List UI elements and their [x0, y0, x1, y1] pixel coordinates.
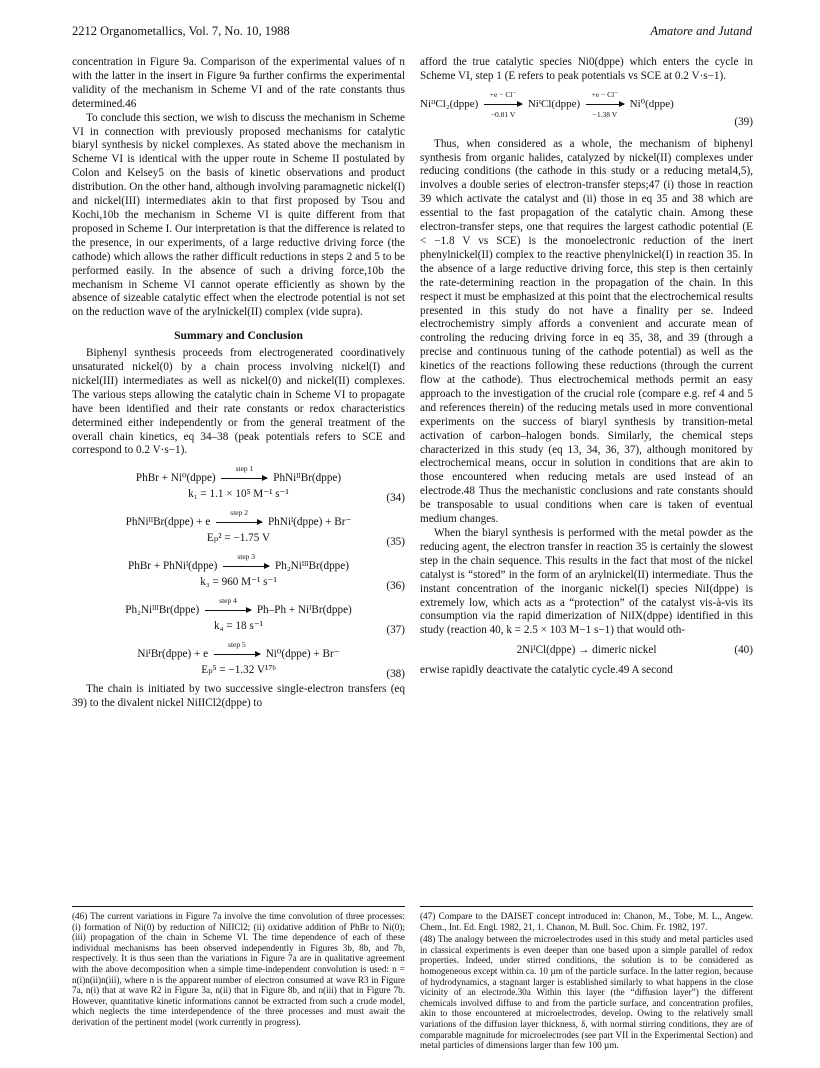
right-column	[420, 56, 753, 678]
footnote-48: (48) The analogy between the microelectrodes used in this study and metal particles used in classical experiments is even deeper than one based upon a simple parallel of redox properties. Indeed, under stirred conditions, the solution is to be considered as homogeneous except within ca. 10 µm of the particle surface. In the latter region, because of hydrodynamics, a stagnant larger is established similarly to what happens in the close vicinity of an electrode.30a Within this layer (the “diffusion layer”) the different chemicals involved diffuse to and from the particle surface, and concentration profiles, akin to those encountered at microelectrodes, develop. Owing to the relatively small variations of the diffusion layer thickness, δ, with normal stirring conditions, they are of comparable magnitude for microelectrodes (see part VII in the Experimental Section) and metal particles of dimensions larger than few 100 µm.	[420, 934, 753, 1051]
left-column	[72, 56, 405, 711]
equation-number: (35)	[386, 536, 405, 549]
eq-rhs: Ph₂NiᴵᴵᴵBr(dppe)	[274, 560, 349, 572]
reaction-arrow: step 3	[223, 560, 269, 574]
eq-lhs: Ph₂NiᴵᴵᴵBr(dppe)	[125, 603, 200, 616]
paragraph: When the biaryl synthesis is performed with the metal powder as the reducing agent, the electron transfer in reaction 35 is certainly the slowest step in the chain sequence. This results in the fact that most of the nickel catalyst is “stored” in the form of an arylnickel(II) intermediate. Thus the instant concentration of the inorganic nickel(I) species NiI(dppe) is extremely low, which acts as a “protection” of the catalyst vis-à-vis its consumption via the rapid dimerization of NiIX(dppe) identified in this study (reaction 40, k = 2.5 × 103 M−1 s−1) that would oth-	[420, 527, 753, 637]
reaction-arrow: step 2	[216, 516, 262, 530]
equation-number: (36)	[386, 580, 405, 592]
eq-constant: Eₚ² = −1.75 V	[206, 532, 271, 545]
reaction-arrow: step 4	[205, 604, 251, 618]
eq-constant: Eₚ⁵ = −1.32 V¹⁷ᵇ	[201, 663, 276, 676]
eq-lhs: PhBr + Ni⁰(dppe)	[135, 472, 216, 485]
page-header	[72, 24, 752, 42]
reaction-arrow: $\frac{+e - Cl^-}{-0.81 V}$	[484, 98, 522, 112]
equation-36	[72, 552, 405, 592]
eq-rhs: Ni⁰(dppe) + Br⁻	[265, 647, 340, 660]
eq-lhs: PhNiᴵᴵBr(dppe) + e	[125, 516, 211, 529]
reaction-arrow: $\frac{+e - Cl^-}{-1.38 V}$	[586, 98, 624, 112]
eq-constant: k₁ = 1.1 × 10⁵ M⁻¹ s⁻¹	[188, 488, 289, 501]
paragraph: afford the true catalytic species Ni0(dppe) which enters the cycle in Scheme VI, step 1 (E refers to peak potentials vs SCE at 0.2 V·s−1).	[420, 56, 753, 82]
equation-number: (37)	[386, 623, 405, 636]
equation-number: (34)	[386, 492, 405, 505]
equation-40: 2NiᴵCl(dppe) → dimeric nickel (40)	[516, 644, 753, 657]
equation-37	[72, 595, 405, 636]
running-head-right: Amatore and Jutand	[650, 24, 752, 38]
equation-number: (40)	[734, 644, 753, 657]
paragraph: concentration in Figure 9a. Comparison of the experimental values of n with the latter in the insert in Figure 9a further confirms the experimental validity of the mechanism in Scheme VI and of the rate constants thus determined.46	[72, 56, 405, 110]
running-head-left: 2212 Organometallics, Vol. 7, No. 10, 1988	[72, 24, 290, 38]
paragraph: The chain is initiated by two successive single-electron transfers (eq 39) to the divalent nickel NiIICl2(dppe) to	[72, 683, 405, 710]
equation-number: (39)	[734, 115, 753, 128]
eq-rhs: Ph–Ph + NiᴵBr(dppe)	[256, 603, 352, 616]
equation-35	[72, 508, 405, 549]
footnote-47: (47) Compare to the DAISET concept introduced in: Chanon, M., Tobe, M. L., Angew. Chem., Int. Ed. Engl. 1982, 21, 1. Chanon, M. Bull. Soc. Chim. Fr. 1982, 197.	[420, 911, 753, 932]
eq-constant: k₃ = 960 M⁻¹ s⁻¹	[200, 575, 277, 588]
eq-lhs: NiᴵBr(dppe) + e	[137, 647, 209, 660]
eq-lhs: PhBr + PhNiᴵ(dppe)	[128, 560, 218, 572]
footnote-rule	[72, 906, 405, 907]
paragraph: To conclude this section, we wish to discuss the mechanism in Scheme VI in connection with previously proposed mechanisms for catalytic biaryl synthesis by nickel complexes. As stated above the mechanism in Scheme VI is identical with the upper route in Scheme II postulated by Colon and Kelsey5 on the basis of kinetic observations and product distribution. On the other hand, although involving paramagnetic nickel(I) and nickel(III) intermediates akin to that first proposed by Tsou and Kochi,10b the mechanism in Scheme VI is quite different from that proposed in Scheme I. Our interpretation is that the difference is related to the presence, in our experiments, of a large reductive driving force (the cathode) which allows the rather difficult reductions in steps 2 and 5 to be performed easily. In the absence of such a driving force,10b the mechanism in Scheme VI cannot operate efficiently as shown by the absence of sizeable catalytic effect when the electrode potential is not set on the reduction wave of the arylnickel(II) complex (vide supra).	[72, 111, 405, 319]
section-heading: Summary and Conclusion	[174, 329, 303, 343]
eq-constant: k₄ = 18 s⁻¹	[214, 619, 263, 632]
footnotes-right	[420, 906, 753, 1053]
paragraph: Thus, when considered as a whole, the mechanism of biphenyl synthesis from organic halides, catalyzed by nickel(II) complexes under reducing conditions (the cathode in this study or a reducing metal4,5), involves a double series of electron-transfer steps;47 (i) those in reaction 39 which activate the catalyst and (ii) those in eq 35 and 38 which are essential to the fast propagation of the catalytic chain. Among these electron-transfer steps, one that requires the largest cathodic potential (E < −1.8 V vs SCE) is the monoelectronic reduction of the inert phenylnickel(II) complex to the reactive phenylnickel(I) in reaction 35. In the absence of a large reductive driving force, this step is then certainly the rate-determining reaction in the propagation of the chain. In this respect it must be emphasized at this point that the electrochemical results presented in this study do not have a finality per se. Indeed electrochemistry simply affords a convenient and accurate mean of controling the reducing driving force in eq 35, 38, and 39 (through a precise and continuous tuning of the cathode potential) as well as the kinetics of the reactions following these reductions (through the current flow at the cathode). Thus electrochemical methods permit an easy approach to the investigation of the crucial role (compare e.g. ref 4 and 5 and references therein) of the reducing metals used in more conventional experiments on the success of biaryl synthesis by transition-metal activation of carbon–halogen bonds. Similarly, the chemical steps characterized in this study (eq 13, 34, 36, 37), although monitored by electrochemical means, occur in solution in conditions that are akin to those encountered when reducing metals are used instead of an electrode.48 Thus the mechanistic conclusions and rate constants should be transposable to usual conditions when care is taken of eventual medium changes.	[420, 137, 753, 526]
equation-number: (38)	[386, 667, 405, 680]
reaction-arrow: step 1	[221, 472, 267, 486]
equation-38	[72, 639, 405, 680]
footnote-46: (46) The current variations in Figure 7a involve the time convolution of three processes: (i) formation of Ni(0) by reduction of NiIICl2; (ii) oxidative addition of PhBr to Ni(0); (iii) propagation of the chain in Scheme VI. The time dependence of each of these individual mechanisms has been observed independently in Figures 3b, 8b, and 7b, respectively. It is thus seen than the variations in Figure 7a are in qualitative agreement with the above decomposition when a simple time-independent convolution is used: n = n(i)n(ii)n(iii), where n is the apparent number of electron consumed at wave R3 in Figure 7a, n(i) that at wave R2 in Figure 3a, n(ii) that in Figure 8b, and n(iii) that in Figure 7b. However, quantitative kinetic informations cannot be extracted from such a crude model, which neglects the time interdependence of the three processes and must await the derivation of the pertinent model (work currently in progress).	[72, 911, 405, 1027]
equation-34	[72, 464, 405, 505]
reaction-arrow: step 5	[214, 648, 260, 662]
footnotes-left	[72, 906, 405, 1030]
eq-rhs: PhNiᴵ(dppe) + Br⁻	[267, 516, 352, 529]
footnote-rule	[420, 906, 753, 907]
paragraph: Biphenyl synthesis proceeds from electrogenerated coordinatively unsaturated nickel(0) by a chain process involving nickel(I) and nickel(III) intermediates as well as nickel(0) and nickel(II) complexes. The various steps allowing the catalytic chain in Scheme VI to propagate have been identified and their rate constants or redox characteristics determined either independently or from the general treatment of the overall chain kinetics, eq 34–38 (peak potentials refers to SCE and correspond to 0.2 V·s−1).	[72, 347, 405, 457]
eq-rhs: PhNiᴵᴵBr(dppe)	[273, 472, 342, 485]
equation-39: NiᴵᴵCl₂(dppe) $\frac{+e - Cl^-}{-0.81 V}$ NiᴵCl(dppe) $\frac{+e - Cl^-}{-1.38 V}$ Ni⁰(dppe) (39)	[420, 89, 753, 128]
paragraph: erwise rapidly deactivate the catalytic cycle.49 A second	[420, 664, 673, 677]
